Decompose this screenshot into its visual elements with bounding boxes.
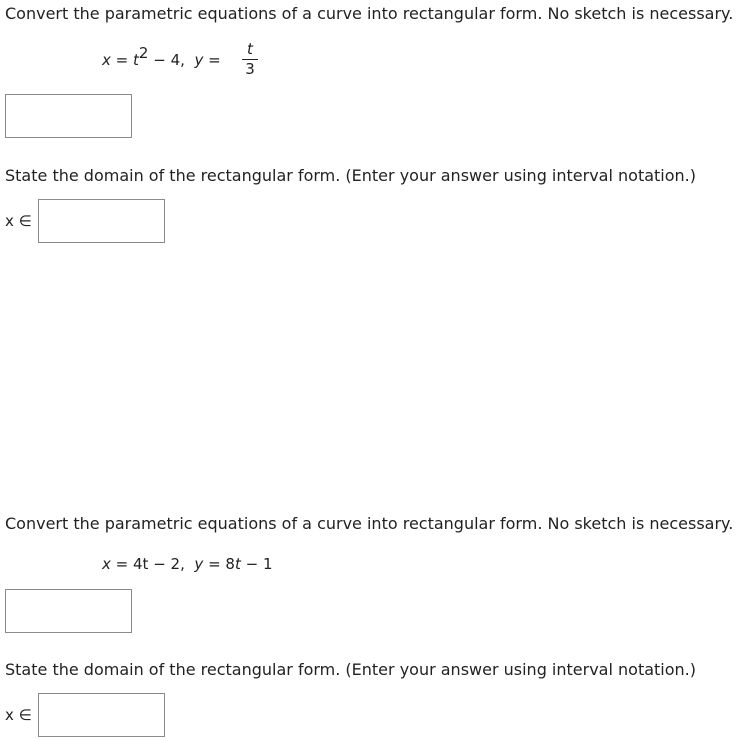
problem-2-instruction: Convert the parametric equations of a curve into rectangular form. No sketch is necessary. <box>5 514 734 533</box>
problem-1-instruction: Convert the parametric equations of a curve into rectangular form. No sketch is necessary. <box>5 4 734 23</box>
x-variable: x <box>102 555 111 573</box>
x-variable: x <box>102 51 111 69</box>
domain-label-2: x ∈ <box>5 706 32 724</box>
y-expression-constant: − 1 <box>245 555 273 573</box>
equals-sign: = <box>115 51 129 69</box>
problem-2-equation <box>102 555 273 573</box>
rectangular-form-input-1[interactable] <box>5 94 132 138</box>
rectangular-form-input-2[interactable] <box>5 589 132 633</box>
x-expression-rest: − 4, <box>153 51 185 69</box>
domain-input-1[interactable] <box>38 199 165 243</box>
problem-2-domain-instruction: State the domain of the rectangular form. (Enter your answer using interval notation.) <box>5 660 696 679</box>
problem-1-equation <box>102 44 221 69</box>
domain-input-2[interactable] <box>38 693 165 737</box>
y-variable: y <box>194 555 204 573</box>
equals-sign: = <box>208 51 221 69</box>
y-fraction <box>240 41 260 78</box>
t-variable: t <box>234 555 241 573</box>
exponent: 2 <box>138 44 149 62</box>
y-expression-coefficient: = 8 <box>208 555 235 573</box>
fraction-denominator: 3 <box>245 60 255 78</box>
domain-label-1: x ∈ <box>5 212 32 230</box>
fraction-numerator: t <box>247 40 253 58</box>
y-variable: y <box>194 51 204 69</box>
t-variable: t <box>133 51 139 69</box>
x-expression: = 4t − 2, <box>115 555 185 573</box>
problem-1-domain-instruction: State the domain of the rectangular form. (Enter your answer using interval notation.) <box>5 166 696 185</box>
